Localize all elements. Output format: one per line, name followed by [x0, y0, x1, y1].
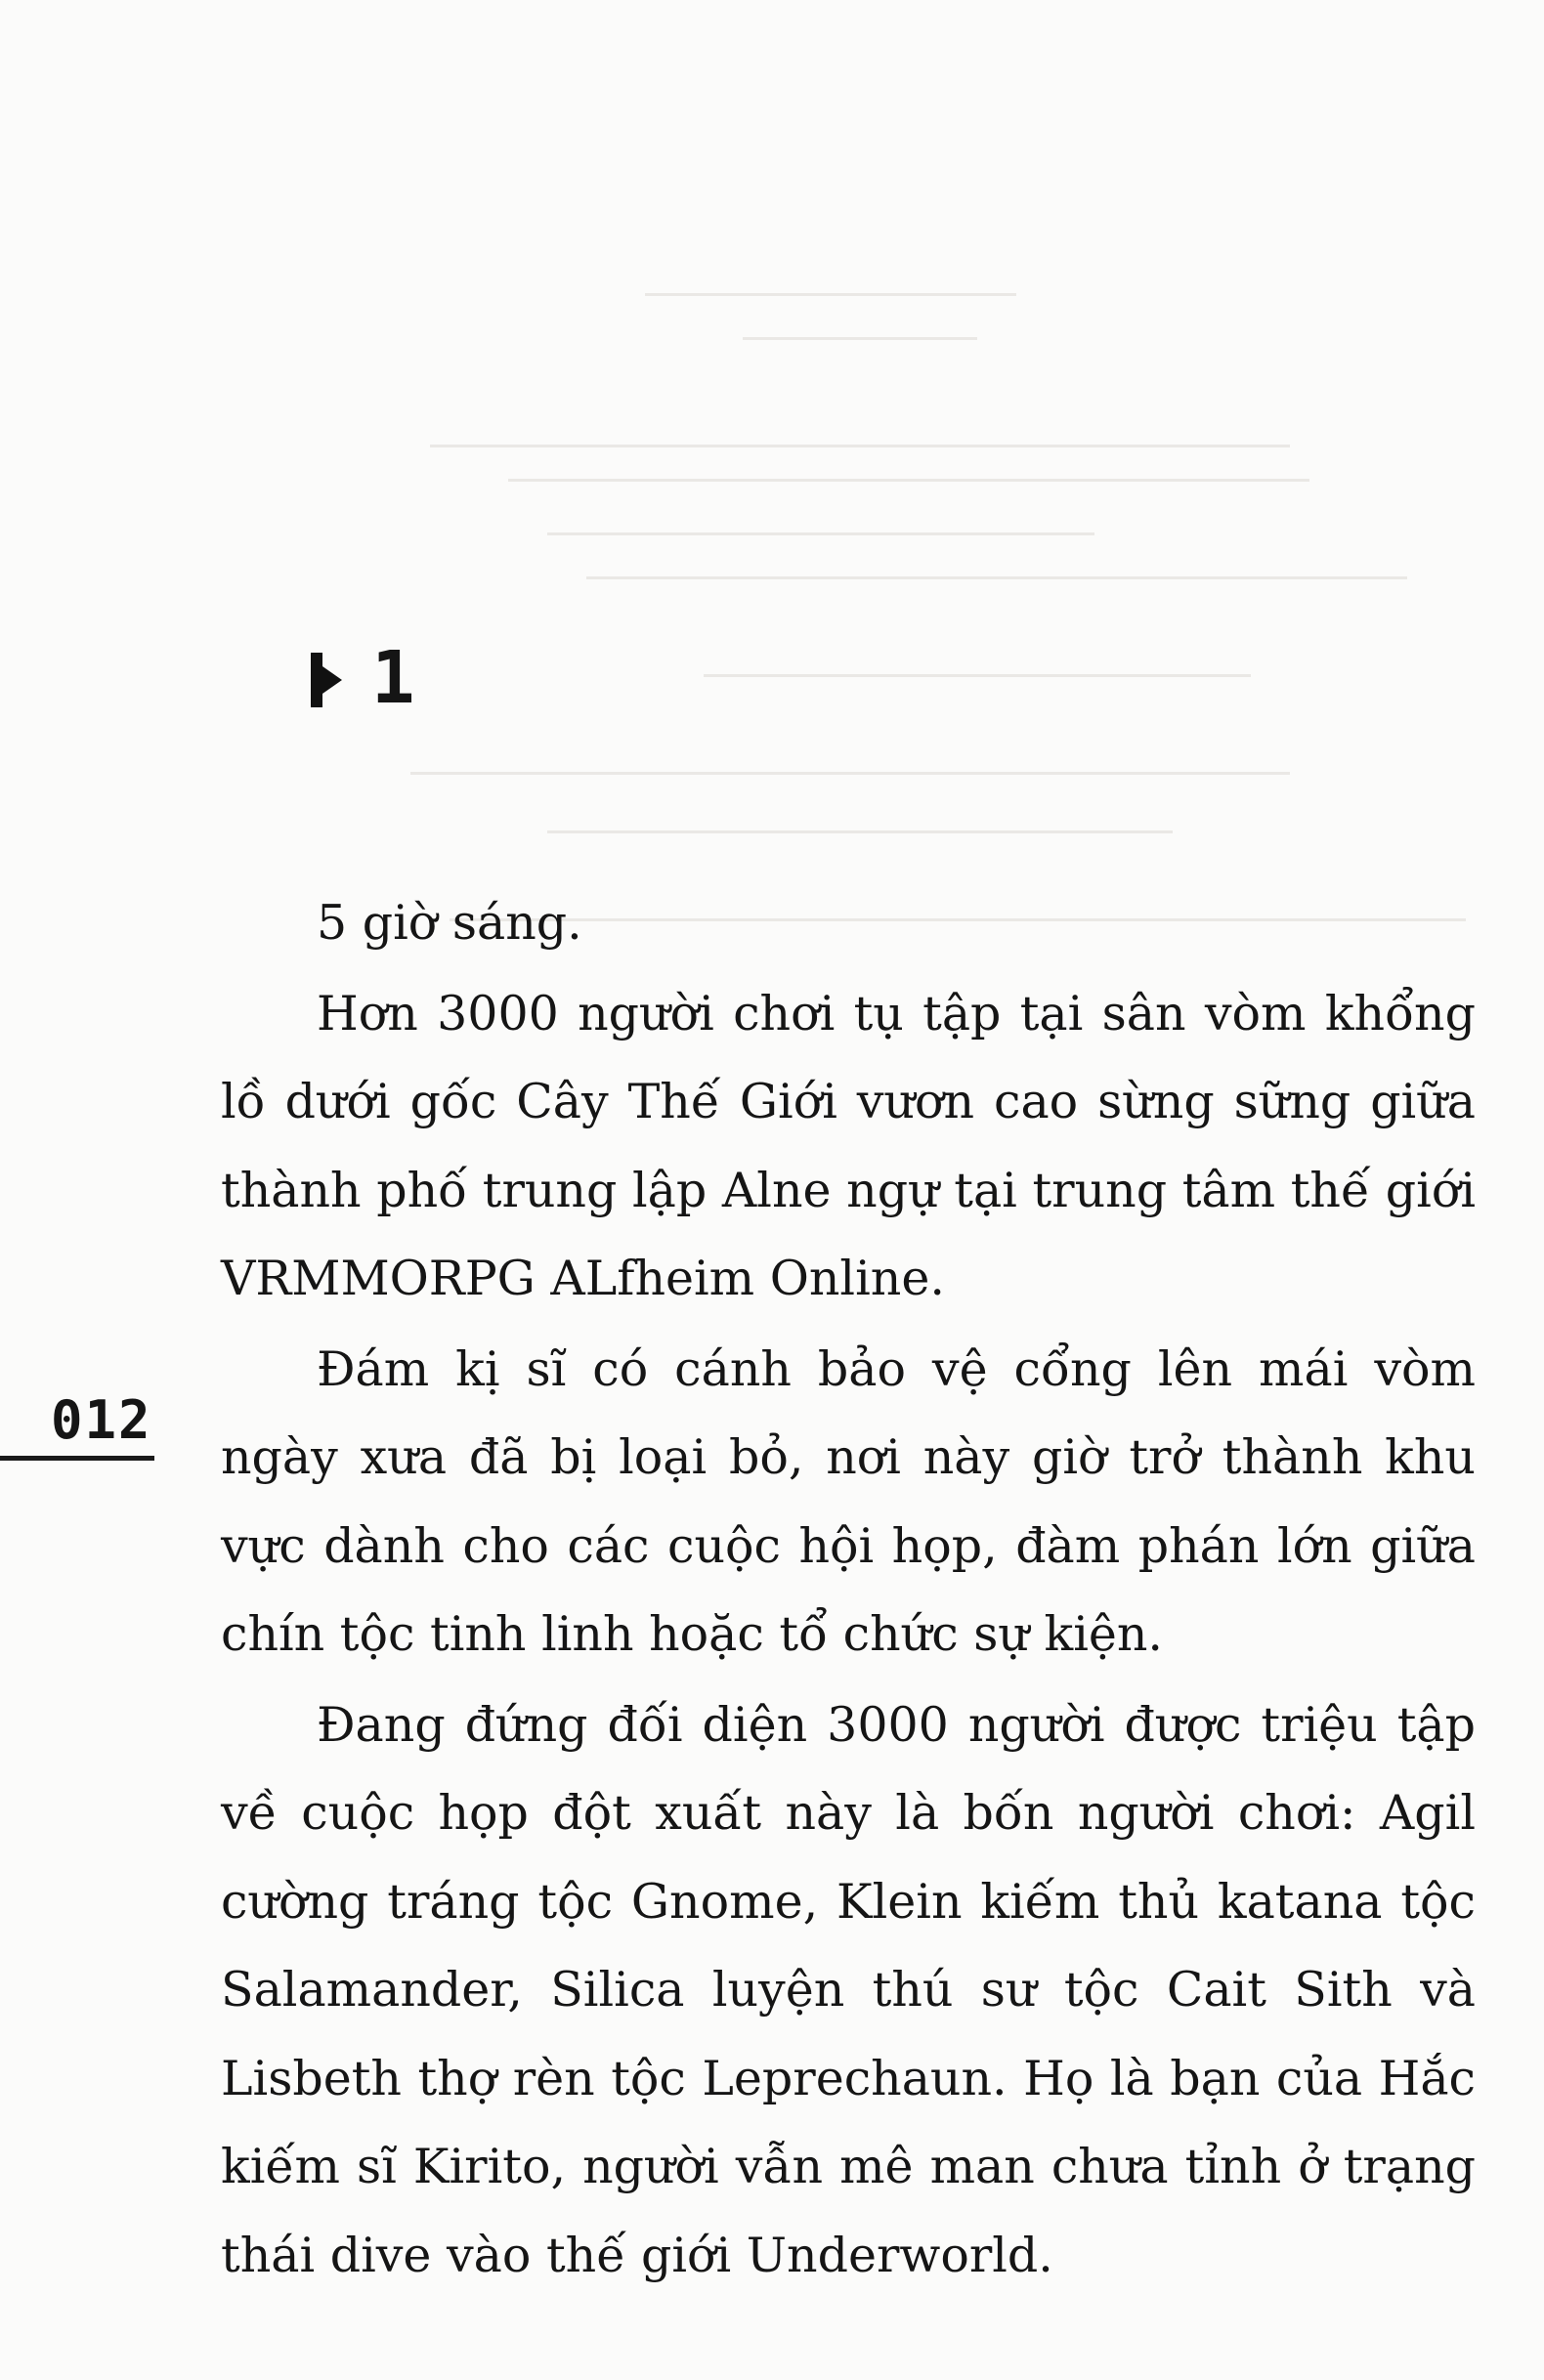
bleed-through-line — [410, 772, 1290, 775]
paragraph: Đám kị sĩ có cánh bảo vệ cổng lên mái vòm ngày xưa đã bị loại bỏ, nơi này giờ trở thành khu vực dành cho các cuộc hội họp, đàm phán lớn giữa chín tộc tinh linh hoặc tổ chức sự kiện. — [221, 1340, 1476, 1662]
bleed-through-line — [645, 293, 1016, 296]
bleed-through-line — [430, 445, 1290, 447]
paragraph: 5 giờ sáng. — [317, 895, 582, 951]
paragraph: Hơn 3000 người chơi tụ tập tại sân vòm khổng lồ dưới gốc Cây Thế Giới vươn cao sừng sững giữa thành phố trung lập Alne ngự tại trung tâm thế giới VRMMORPG ALfheim Online. — [221, 985, 1476, 1306]
bleed-through-line — [704, 674, 1251, 677]
paragraph: Đang đứng đối diện 3000 người được triệu tập về cuộc họp đột xuất này là bốn người chơi: Agil cường tráng tộc Gnome, Klein kiếm thủ katana tộc Salamander, Silica luyện thú sư tộc Cait Sith và Lisbeth thợ rèn tộc Leprechaun. Họ là bạn của Hắc kiếm sĩ Kirito, người vẫn mê man chưa tỉnh ở trạng thái dive vào thế giới Underworld. — [221, 1696, 1476, 2283]
page-number: 012 — [51, 1389, 152, 1451]
bleed-through-line — [547, 830, 1173, 833]
page-number-rule — [0, 1456, 154, 1461]
bleed-through-line — [508, 479, 1309, 482]
bleed-through-line — [547, 532, 1094, 535]
chapter-heading — [311, 636, 413, 720]
chapter-number: 1 — [371, 636, 413, 720]
bleed-through-line — [586, 576, 1407, 579]
play-marker-icon — [311, 653, 344, 707]
body-text — [221, 879, 1476, 2302]
bleed-through-line — [743, 337, 977, 340]
